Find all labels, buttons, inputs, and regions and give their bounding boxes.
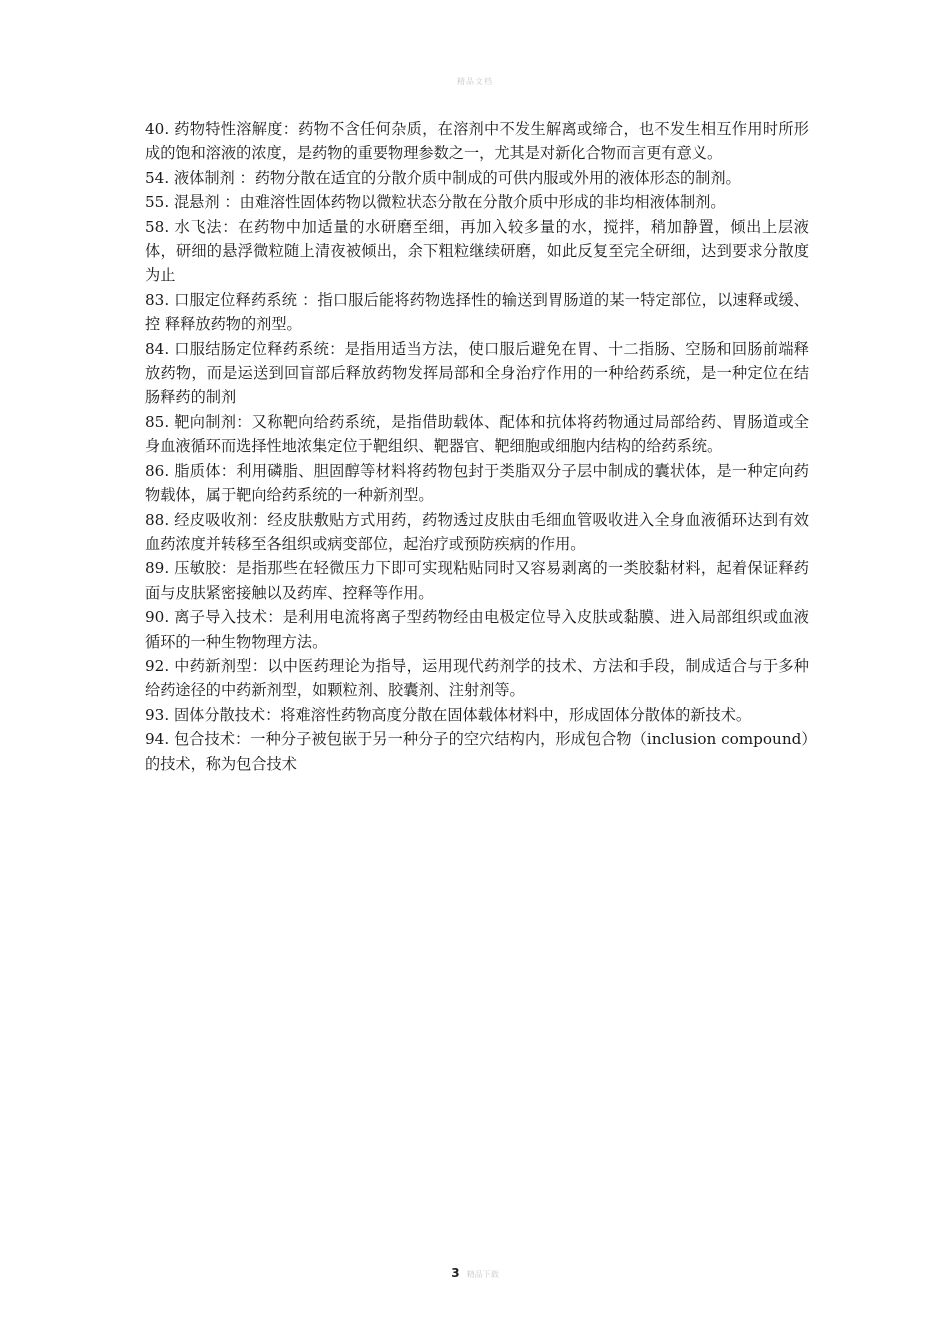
entry-86: 86. 脂质体：利用磷脂、胆固醇等材料将药物包封于类脂双分子层中制成的囊状体，是一种定向药物载体，属于靶向给药系统的一种新剂型。: [145, 461, 809, 505]
header-watermark: 精品文档: [457, 77, 493, 86]
entry-85: 85. 靶向制剂：又称靶向给药系统，是指借助载体、配体和抗体将药物通过局部给药、胃肠道或全身血液循环而选择性地浓集定位于靶组织、靶器官、靶细胞或细胞内结构的给药系统。: [145, 412, 809, 456]
entry-88: 88. 经皮吸收剂：经皮肤敷贴方式用药，药物透过皮肤由毛细血管吸收进入全身血液循环达到有效血药浓度并转移至各组织或病变部位，起治疗或预防疾病的作用。: [145, 510, 809, 553]
document-body: [145, 117, 809, 776]
entry-84: 84. 口服结肠定位释药系统：是指用适当方法，使口服后避免在胃、十二指肠、空肠和回肠前端释放药物，而是运送到回盲部后释放药物发挥局部和全身治疗作用的一种给药系统，是一种定位在结肠释药的制剂: [145, 339, 809, 407]
entry-55: 55. 混悬剂 ：由难溶性固体药物以微粒状态分散在分散介质中形成的非均相液体制剂。: [145, 193, 726, 212]
entry-40: 40. 药物特性溶解度：药物不含任何杂质，在溶剂中不发生解离或缔合，也不发生相互作用时所形成的饱和溶液的浓度，是药物的重要物理参数之一，尤其是对新化合物而言更有意义。: [145, 120, 809, 163]
page-number: 3: [451, 1266, 460, 1280]
entry-89: 89. 压敏胶：是指那些在轻微压力下即可实现粘贴同时又容易剥离的一类胶黏材料，起着保证释药面与皮肤紧密接触以及药库、控释等作用。: [145, 559, 809, 602]
entry-92: 92. 中药新剂型：以中医药理论为指导，运用现代药剂学的技术、方法和手段，制成适合与于多种给药途径的中药新剂型，如颗粒剂、胶囊剂、注射剂等。: [145, 656, 809, 700]
entry-90: 90. 离子导入技术：是利用电流将离子型药物经由电极定位导入皮肤或黏膜、进入局部组织或血液循环的一种生物物理方法。: [145, 608, 809, 651]
entry-83: 83. 口服定位释药系统 ：指口服后能将药物选择性的输送到胃肠道的某一特定部位，以速释或缓、控 释释放药物的剂型。: [145, 290, 809, 334]
entry-54: 54. 液体制剂 ：药物分散在适宜的分散介质中制成的可供内服或外用的液体形态的制剂。: [145, 168, 741, 187]
entry-93: 93. 固体分散技术：将难溶性药物高度分散在固体载体材料中，形成固体分散体的新技术。: [145, 705, 752, 724]
entry-58: 58. 水飞法：在药物中加适量的水研磨至细，再加入较多量的水，搅拌，稍加静置，倾出上层液体，研细的悬浮微粒随上清夜被倾出，余下粗粒继续研磨，如此反复至完全研细，达到要求分散度为止: [145, 217, 809, 285]
entry-94: 94. 包合技术：一种分子被包嵌于另一种分子的空穴结构内，形成包合物（inclusion compound）的技术，称为包合技术: [145, 730, 809, 773]
footer-watermark: 精品下载: [466, 1270, 499, 1279]
page-footer: [0, 1262, 950, 1281]
